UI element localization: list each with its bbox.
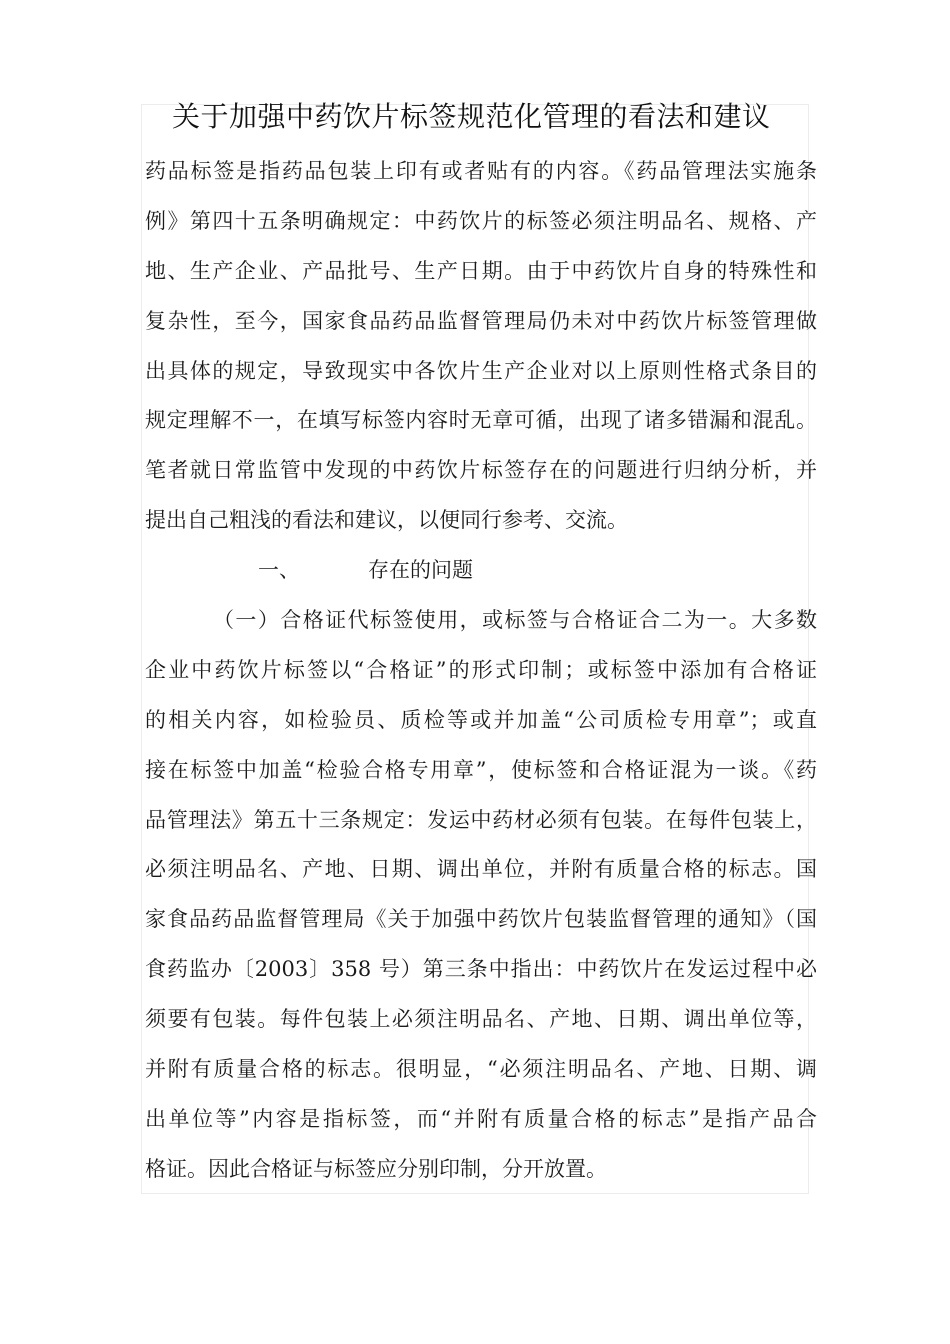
document-body: [145, 147, 817, 1195]
body-line: 提出自己粗浅的看法和建议，以便同行参考、交流。: [145, 508, 628, 533]
body-line: 药品标签是指药品包装上印有或者贴有的内容。《药品管理法实施条: [145, 159, 817, 183]
body-line: 须要有包装。每件包装上必须注明品名、产地、日期、调出单位等，: [145, 1007, 817, 1032]
section-heading: [145, 546, 817, 596]
body-line: 规定理解不一，在填写标签内容时无章可循，出现了诸多错漏和混乱。: [145, 408, 817, 433]
body-line: 出单位等”内容是指标签，而“并附有质量合格的标志”是指产品合: [145, 1106, 817, 1131]
body-line: 笔者就日常监管中发现的中药饮片标签存在的问题进行归纳分析，并: [145, 458, 817, 483]
body-line: 例》第四十五条明确规定：中药饮片的标签必须注明品名、规格、产: [145, 208, 817, 233]
body-line: 家食品药品监督管理局《关于加强中药饮片包装监督管理的通知》（国: [145, 907, 817, 932]
section-heading-text: 存在的问题: [368, 558, 473, 583]
body-line: 格证。因此合格证与标签应分别印制，分开放置。: [145, 1156, 607, 1181]
body-line: 企业中药饮片标签以“合格证”的形式印制；或标签中添加有合格证: [145, 657, 817, 682]
body-line: 食药监办〔2003〕358 号）第三条中指出：中药饮片在发运过程中必: [145, 957, 817, 982]
body-line: 必须注明品名、产地、日期、调出单位，并附有质量合格的标志。国: [145, 857, 817, 882]
document-title: 关于加强中药饮片标签规范化管理的看法和建议: [172, 100, 771, 133]
body-line: 出具体的规定，导致现实中各饮片生产企业对以上原则性格式条目的: [145, 358, 817, 383]
body-line: 品管理法》第五十三条规定：发运中药材必须有包装。在每件包装上，: [145, 807, 817, 832]
body-line: 复杂性，至今，国家食品药品监督管理局仍未对中药饮片标签管理做: [145, 308, 817, 333]
body-line: 并附有质量合格的标志。很明显，“必须注明品名、产地、日期、调: [145, 1057, 817, 1082]
body-line: 接在标签中加盖“检验合格专用章”，使标签和合格证混为一谈。《药: [145, 757, 817, 782]
body-line: 地、生产企业、产品批号、生产日期。由于中药饮片自身的特殊性和: [145, 258, 817, 283]
section-number: 一、: [258, 558, 300, 583]
body-line: 的相关内容，如检验员、质检等或并加盖“公司质检专用章”；或直: [145, 707, 817, 732]
body-line: （一）合格证代标签使用，或标签与合格证合二为一。大多数: [213, 608, 817, 633]
